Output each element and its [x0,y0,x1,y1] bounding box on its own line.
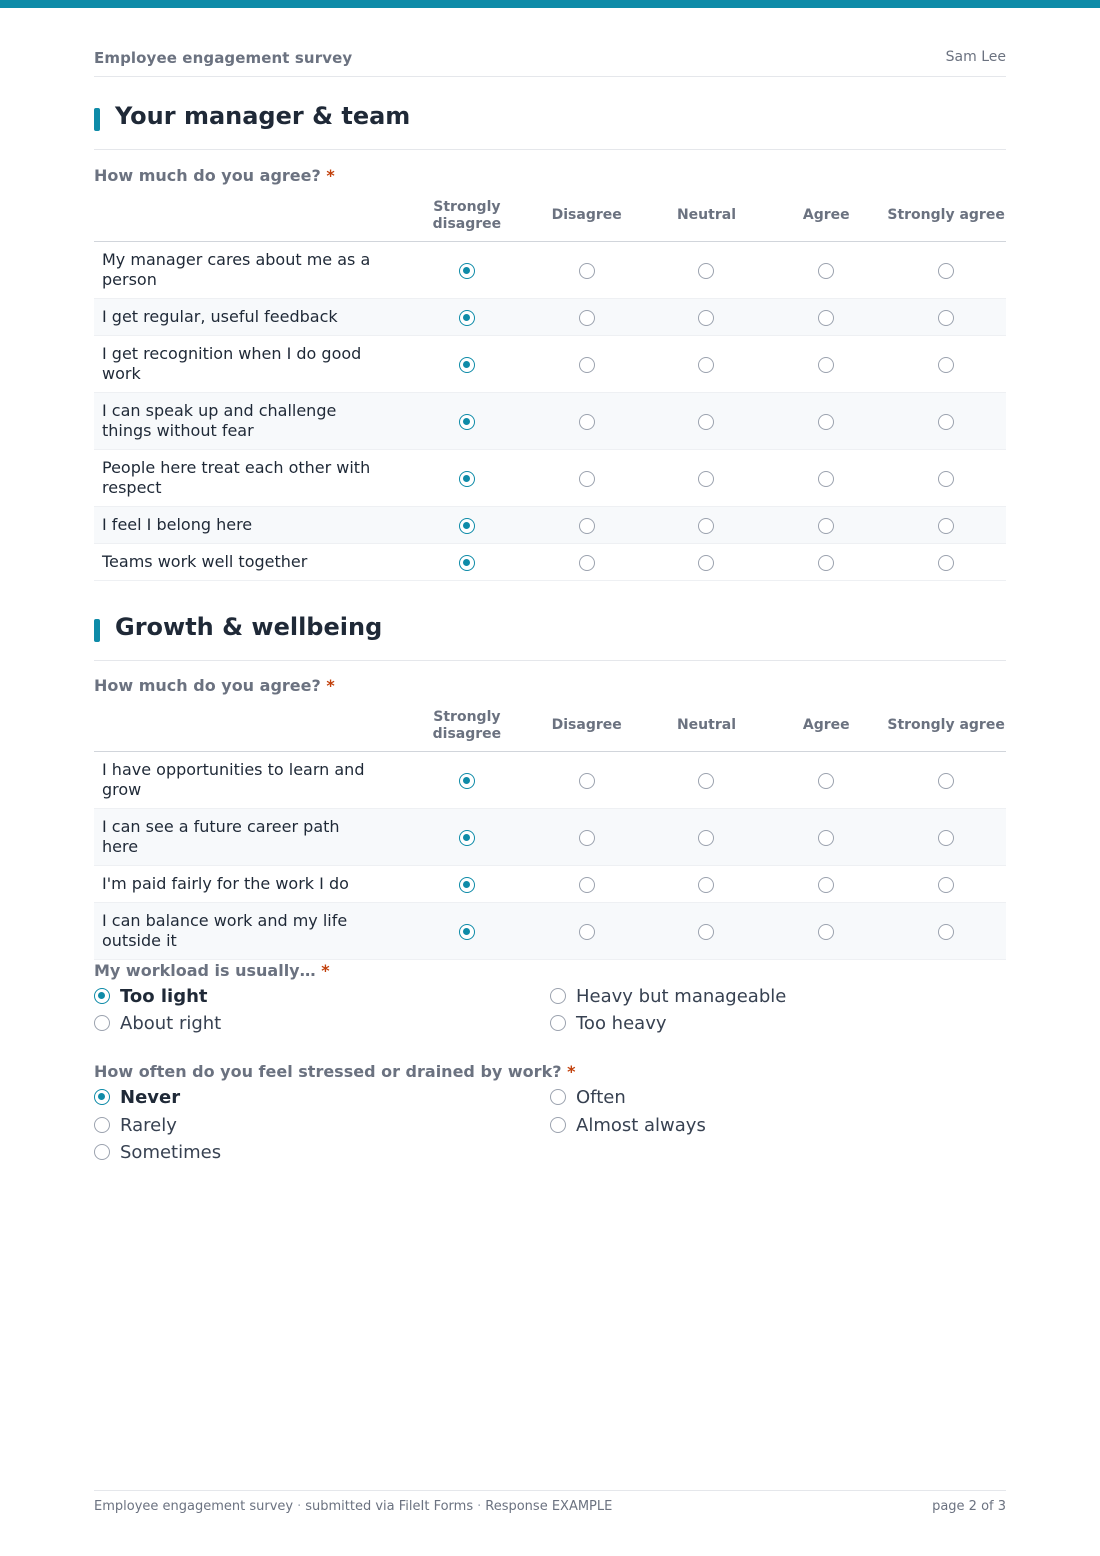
radio-selected-icon[interactable] [459,414,475,430]
likert-cell [886,902,1006,959]
stress-option[interactable] [550,1087,626,1109]
radio-icon[interactable] [818,877,834,893]
radio-icon[interactable] [579,518,595,534]
radio-icon[interactable] [938,877,954,893]
stress-option[interactable] [94,1115,177,1137]
radio-icon[interactable] [938,471,954,487]
likert-cell [886,449,1006,506]
radio-icon[interactable] [938,414,954,430]
radio-selected-icon[interactable] [459,924,475,940]
option-label: Too light [120,986,208,1007]
option-label: About right [120,1013,222,1034]
likert-cell [527,751,647,808]
radio-selected-icon [94,1089,110,1105]
likert-cell [886,808,1006,865]
radio-icon [550,1117,566,1133]
likert-cell [766,449,886,506]
likert-matrix-growth-wellbeing [94,701,1006,960]
statement-column-header [94,701,407,751]
option-label: Sometimes [120,1142,222,1163]
likert-cell [886,298,1006,335]
radio-icon[interactable] [818,471,834,487]
radio-icon[interactable] [698,414,714,430]
likert-cell [407,241,527,298]
likert-cell [527,865,647,902]
radio-icon[interactable] [818,414,834,430]
likert-cell [766,902,886,959]
radio-icon[interactable] [698,310,714,326]
footer-separator: · [297,1499,302,1514]
likert-cell [527,335,647,392]
scale-column-header: Strongly agree [886,701,1006,751]
footer-survey-name: Employee engagement survey [94,1499,294,1514]
option-label: Rarely [120,1115,177,1136]
section-growth-wellbeing [94,613,1006,661]
radio-icon[interactable] [698,924,714,940]
radio-icon[interactable] [938,555,954,571]
radio-selected-icon[interactable] [459,830,475,846]
radio-icon[interactable] [579,414,595,430]
likert-cell [886,543,1006,580]
likert-cell [407,449,527,506]
radio-icon [550,1089,566,1105]
top-accent-bar [0,0,1100,8]
radio-icon [94,1015,110,1031]
statement-label: People here treat each other with respect [94,449,407,506]
radio-icon [94,1117,110,1133]
statement-label: I have opportunities to learn and grow [94,751,407,808]
radio-icon[interactable] [698,773,714,789]
likert-cell [647,298,767,335]
likert-cell [527,241,647,298]
likert-cell [766,241,886,298]
likert-cell [647,506,767,543]
question-label [94,166,335,185]
radio-selected-icon[interactable] [459,263,475,279]
likert-cell [407,751,527,808]
workload-option[interactable] [550,1013,667,1035]
scale-column-header: Disagree [527,701,647,751]
workload-option[interactable] [94,986,208,1008]
matrix-row [94,543,1006,580]
page-number: page 2 of 3 [932,1499,1006,1514]
likert-cell [407,865,527,902]
likert-cell [886,392,1006,449]
likert-cell [407,808,527,865]
likert-cell [647,865,767,902]
radio-icon[interactable] [698,471,714,487]
section-header [94,102,1006,150]
radio-selected-icon[interactable] [459,518,475,534]
radio-icon[interactable] [818,310,834,326]
likert-cell [527,543,647,580]
option-label: Heavy but manageable [576,986,787,1007]
likert-cell [647,335,767,392]
matrix-header-row [94,191,1006,241]
page-header [94,44,1006,77]
statement-label: I can see a future career path here [94,808,407,865]
scale-column-header: Neutral [647,191,767,241]
statement-label: I get recognition when I do good work [94,335,407,392]
radio-icon[interactable] [818,830,834,846]
question-text: How often do you feel stressed or drained by work? [94,1062,562,1081]
matrix-row [94,241,1006,298]
radio-selected-icon[interactable] [459,555,475,571]
statement-column-header [94,191,407,241]
likert-cell [766,865,886,902]
likert-cell [647,543,767,580]
workload-question-label [94,961,330,980]
radio-icon[interactable] [579,263,595,279]
stress-option[interactable] [550,1115,706,1137]
radio-selected-icon[interactable] [459,773,475,789]
matrix-row [94,449,1006,506]
scale-column-header: Disagree [527,191,647,241]
radio-icon[interactable] [818,263,834,279]
matrix-row [94,298,1006,335]
radio-icon[interactable] [818,518,834,534]
question-text: How much do you agree? [94,676,321,695]
likert-cell [527,449,647,506]
radio-icon[interactable] [698,830,714,846]
likert-cell [766,506,886,543]
likert-cell [527,298,647,335]
statement-label: I'm paid fairly for the work I do [94,865,407,902]
radio-icon[interactable] [579,773,595,789]
radio-selected-icon [94,988,110,1004]
stress-option[interactable] [94,1087,180,1109]
matrix-row [94,335,1006,392]
scale-column-header: Strongly disagree [407,191,527,241]
footer-info [94,1499,612,1514]
radio-icon[interactable] [818,555,834,571]
radio-icon [550,1015,566,1031]
option-label: Often [576,1087,626,1108]
section-header [94,613,1006,661]
required-marker: * [567,1062,576,1081]
matrix-row [94,392,1006,449]
scale-column-header: Agree [766,191,886,241]
likert-cell [647,751,767,808]
matrix-row [94,902,1006,959]
statement-label: I get regular, useful feedback [94,298,407,335]
likert-cell [766,808,886,865]
stress-question-label [94,1062,575,1081]
question-text: How much do you agree? [94,166,321,185]
matrix-row [94,751,1006,808]
radio-icon[interactable] [579,357,595,373]
matrix-row [94,506,1006,543]
likert-cell [407,506,527,543]
radio-icon[interactable] [579,924,595,940]
radio-icon[interactable] [938,357,954,373]
scale-column-header: Strongly agree [886,191,1006,241]
radio-icon[interactable] [698,263,714,279]
radio-selected-icon[interactable] [459,310,475,326]
radio-selected-icon[interactable] [459,877,475,893]
radio-icon[interactable] [698,518,714,534]
footer-response-id: Response EXAMPLE [485,1499,613,1514]
likert-cell [407,543,527,580]
likert-cell [647,449,767,506]
likert-cell [886,335,1006,392]
likert-cell [766,751,886,808]
statement-label: I feel I belong here [94,506,407,543]
likert-cell [766,392,886,449]
statement-label: Teams work well together [94,543,407,580]
section-manager-team [94,102,1006,150]
workload-option[interactable] [550,986,786,1008]
radio-icon[interactable] [698,555,714,571]
section-accent-bar [94,108,100,131]
radio-selected-icon[interactable] [459,357,475,373]
respondent-name: Sam Lee [945,49,1006,65]
matrix-row [94,808,1006,865]
radio-icon[interactable] [938,830,954,846]
radio-icon[interactable] [579,877,595,893]
likert-cell [647,808,767,865]
radio-icon[interactable] [579,471,595,487]
footer-submitted-via: submitted via FileIt Forms [305,1499,474,1514]
section-accent-bar [94,619,100,642]
likert-cell [527,506,647,543]
scale-column-header: Strongly disagree [407,701,527,751]
radio-icon[interactable] [938,263,954,279]
page-footer [94,1490,1006,1520]
likert-cell [527,808,647,865]
likert-cell [766,543,886,580]
radio-icon[interactable] [579,830,595,846]
matrix-row [94,865,1006,902]
radio-icon[interactable] [698,877,714,893]
workload-option[interactable] [94,1013,221,1035]
likert-cell [886,506,1006,543]
likert-cell [407,335,527,392]
likert-cell [647,392,767,449]
statement-label: My manager cares about me as a person [94,241,407,298]
required-marker: * [326,676,335,695]
statement-label: I can speak up and challenge things without fear [94,392,407,449]
likert-cell [407,392,527,449]
likert-cell [886,865,1006,902]
radio-icon[interactable] [818,357,834,373]
radio-icon[interactable] [698,357,714,373]
required-marker: * [326,166,335,185]
question-label [94,676,335,695]
radio-icon[interactable] [579,310,595,326]
radio-icon[interactable] [938,310,954,326]
option-label: Never [120,1087,181,1108]
question-text: My workload is usually… [94,961,316,980]
matrix-header-row [94,701,1006,751]
likert-matrix-manager-team [94,191,1006,581]
section-title: Your manager & team [115,102,411,130]
likert-cell [527,392,647,449]
radio-icon[interactable] [938,773,954,789]
footer-separator: · [477,1499,482,1514]
likert-cell [647,241,767,298]
radio-icon[interactable] [818,773,834,789]
required-marker: * [321,961,330,980]
radio-icon [550,988,566,1004]
survey-title: Employee engagement survey [94,49,353,67]
radio-icon[interactable] [579,555,595,571]
likert-cell [647,902,767,959]
scale-column-header: Neutral [647,701,767,751]
radio-icon[interactable] [938,518,954,534]
likert-cell [407,902,527,959]
likert-cell [886,241,1006,298]
section-title: Growth & wellbeing [115,613,383,641]
option-label: Too heavy [576,1013,667,1034]
statement-label: I can balance work and my life outside it [94,902,407,959]
likert-cell [766,335,886,392]
likert-cell [527,902,647,959]
radio-icon[interactable] [938,924,954,940]
likert-cell [407,298,527,335]
radio-selected-icon[interactable] [459,471,475,487]
scale-column-header: Agree [766,701,886,751]
stress-option[interactable] [94,1142,221,1164]
likert-cell [886,751,1006,808]
likert-cell [766,298,886,335]
option-label: Almost always [576,1115,706,1136]
radio-icon[interactable] [818,924,834,940]
radio-icon [94,1144,110,1160]
